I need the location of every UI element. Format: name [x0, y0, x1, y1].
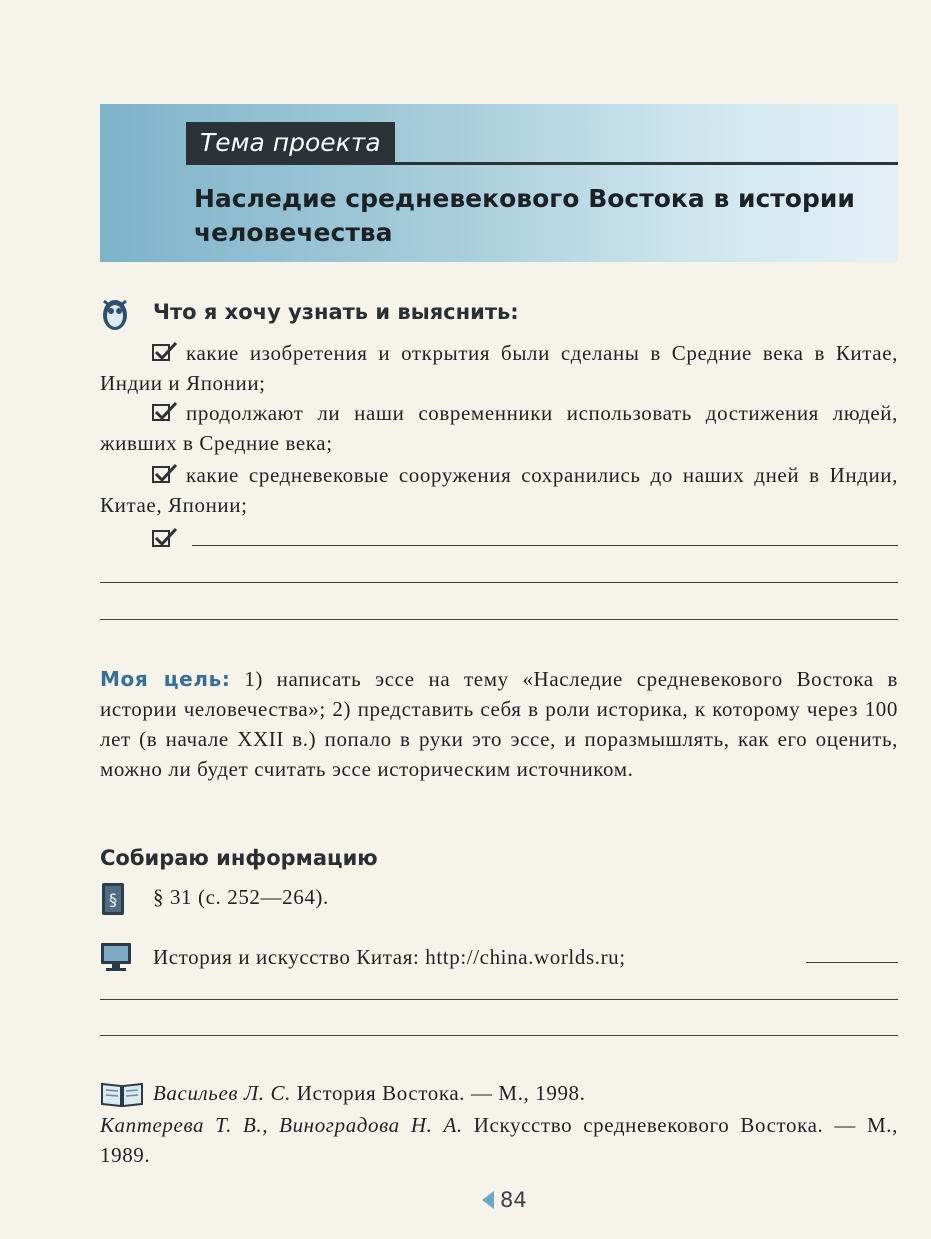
paragraph-reference: § 31 (с. 252—264). — [153, 885, 329, 909]
literature-item-1: Васильев Л. С. История Востока. — М., 1998. — [153, 1081, 586, 1105]
goal-label: Моя цель: — [100, 667, 231, 691]
learn-item-1: какие изобретения и открытия были сделаны в Средние века в Китае, Индии и Японии; — [100, 341, 898, 395]
open-book-icon — [100, 1080, 144, 1108]
web-reference: История и искусство Китая: http://china.worlds.ru; — [153, 945, 626, 969]
checkmark-icon — [152, 342, 178, 362]
fill-in-line[interactable] — [806, 962, 898, 963]
fill-in-line[interactable] — [100, 1035, 898, 1036]
checkmark-icon — [152, 528, 178, 548]
fill-in-line[interactable] — [100, 582, 898, 583]
checkmark-icon — [152, 464, 178, 484]
learn-item-2: продолжают ли наши современники использовать достижения людей, живших в Средние века; — [100, 401, 898, 455]
page-arrow-icon — [482, 1191, 494, 1209]
page-number: 84 — [482, 1188, 527, 1212]
banner-rule — [186, 162, 898, 165]
fill-in-line[interactable] — [100, 619, 898, 620]
fill-in-line[interactable] — [100, 999, 898, 1000]
computer-icon — [100, 942, 132, 972]
fill-in-line[interactable] — [192, 545, 898, 546]
checkmark-icon — [152, 402, 178, 422]
goal-text: 1) написать эссе на тему «Наследие средневекового Востока в истории человечества»; 2) представить себя в роли историка, к которому через 100 лет (в начале XXII в.) попало в руки это эссе, и поразмышлять, как его оценить, можно ли будет считать эссе историческим источником. — [100, 667, 898, 781]
project-theme-banner — [100, 104, 898, 262]
literature-item-2: Каптерева Т. В., Виноградова Н. А. Искусство средневекового Востока. — М., 1989. — [100, 1113, 898, 1167]
owl-icon — [100, 293, 130, 333]
project-title: Наследие средневекового Востока в истории человечества — [194, 184, 855, 247]
banner-label: Тема проекта — [186, 122, 395, 164]
paragraph-book-icon — [100, 882, 126, 916]
learn-item-3: какие средневековые сооружения сохранились до наших дней в Индии, Китае, Японии; — [100, 463, 898, 517]
svg-text:§: § — [109, 890, 117, 909]
goal-paragraph — [100, 664, 898, 784]
info-heading: Собираю информацию — [100, 846, 378, 870]
learn-heading: Что я хочу узнать и выяснить: — [153, 300, 519, 324]
